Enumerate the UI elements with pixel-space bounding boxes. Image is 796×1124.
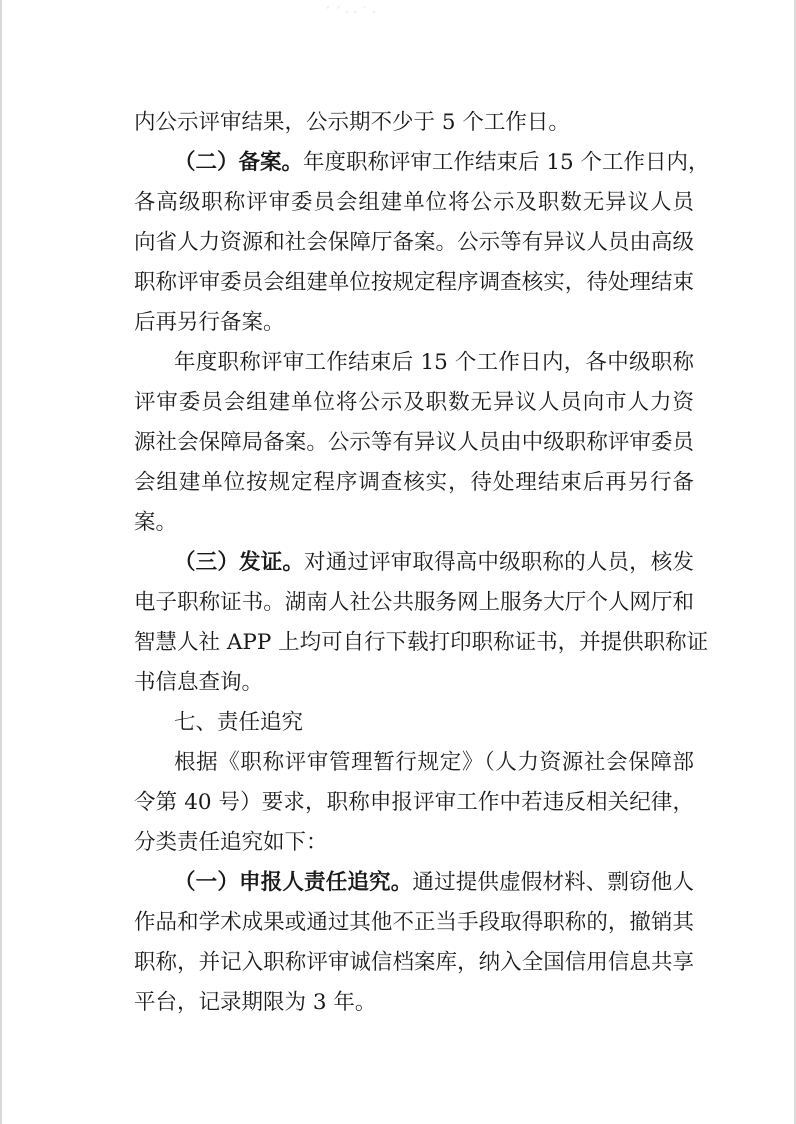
text-line: 令第 40 号）要求，职称申报评审工作中若违反相关纪律，	[134, 790, 694, 815]
text-line: 职称评审委员会组建单位按规定程序调查核实，待处理结束	[134, 270, 694, 295]
section-lead: （一）申报人责任追究。	[174, 870, 413, 895]
text-line: 评审委员会组建单位将公示及职数无异议人员向市人力资	[134, 390, 694, 415]
text-span: 年度职称评审工作结束后 15 个工作日内，	[303, 150, 710, 175]
text-line: 内公示评审结果，公示期不少于 5 个工作日。	[134, 110, 570, 135]
section-lead: （二）备案。	[174, 150, 304, 175]
text-line: 书信息查询。	[134, 670, 264, 695]
text-line	[174, 868, 694, 898]
text-line: 源社会保障局备案。公示等有异议人员由中级职称评审委员	[134, 430, 694, 455]
text-line: 平台，记录期限为 3 年。	[134, 990, 377, 1015]
text-line: 智慧人社 APP 上均可自行下载打印职称证书，并提供职称证	[134, 630, 709, 655]
text-line: 职称，并记入职称评审诚信档案库，纳入全国信用信息共享	[134, 950, 694, 975]
text-line: 向省人力资源和社会保障厅备案。公示等有异议人员由高级	[134, 230, 694, 255]
text-line: 电子职称证书。湖南人社公共服务网上服务大厅个人网厅和	[134, 590, 694, 615]
text-line: 年度职称评审工作结束后 15 个工作日内，各中级职称	[174, 350, 694, 375]
text-span: 通过提供虚假材料、剽窃他人	[412, 870, 694, 895]
text-span: 对通过评审取得高中级职称的人员，核发	[304, 550, 694, 575]
scan-header-mark: ˊˊ··˙·	[324, 6, 380, 21]
text-line: 案。	[134, 510, 178, 535]
section-lead: （三）发证。	[174, 550, 305, 575]
text-line: 作品和学术成果或通过其他不正当手段取得职称的，撤销其	[134, 910, 694, 935]
text-line	[174, 148, 710, 178]
text-line: 后再另行备案。	[134, 310, 285, 335]
text-line	[174, 548, 694, 578]
text-line: 各高级职称评审委员会组建单位将公示及职数无异议人员	[134, 190, 694, 215]
text-line: 分类责任追究如下：	[134, 830, 328, 855]
text-line: 根据《职称评审管理暂行规定》（人力资源社会保障部	[174, 750, 694, 775]
section-heading: 七、责任追究	[174, 710, 304, 735]
text-line: 会组建单位按规定程序调查核实，待处理结束后再另行备	[134, 470, 694, 495]
